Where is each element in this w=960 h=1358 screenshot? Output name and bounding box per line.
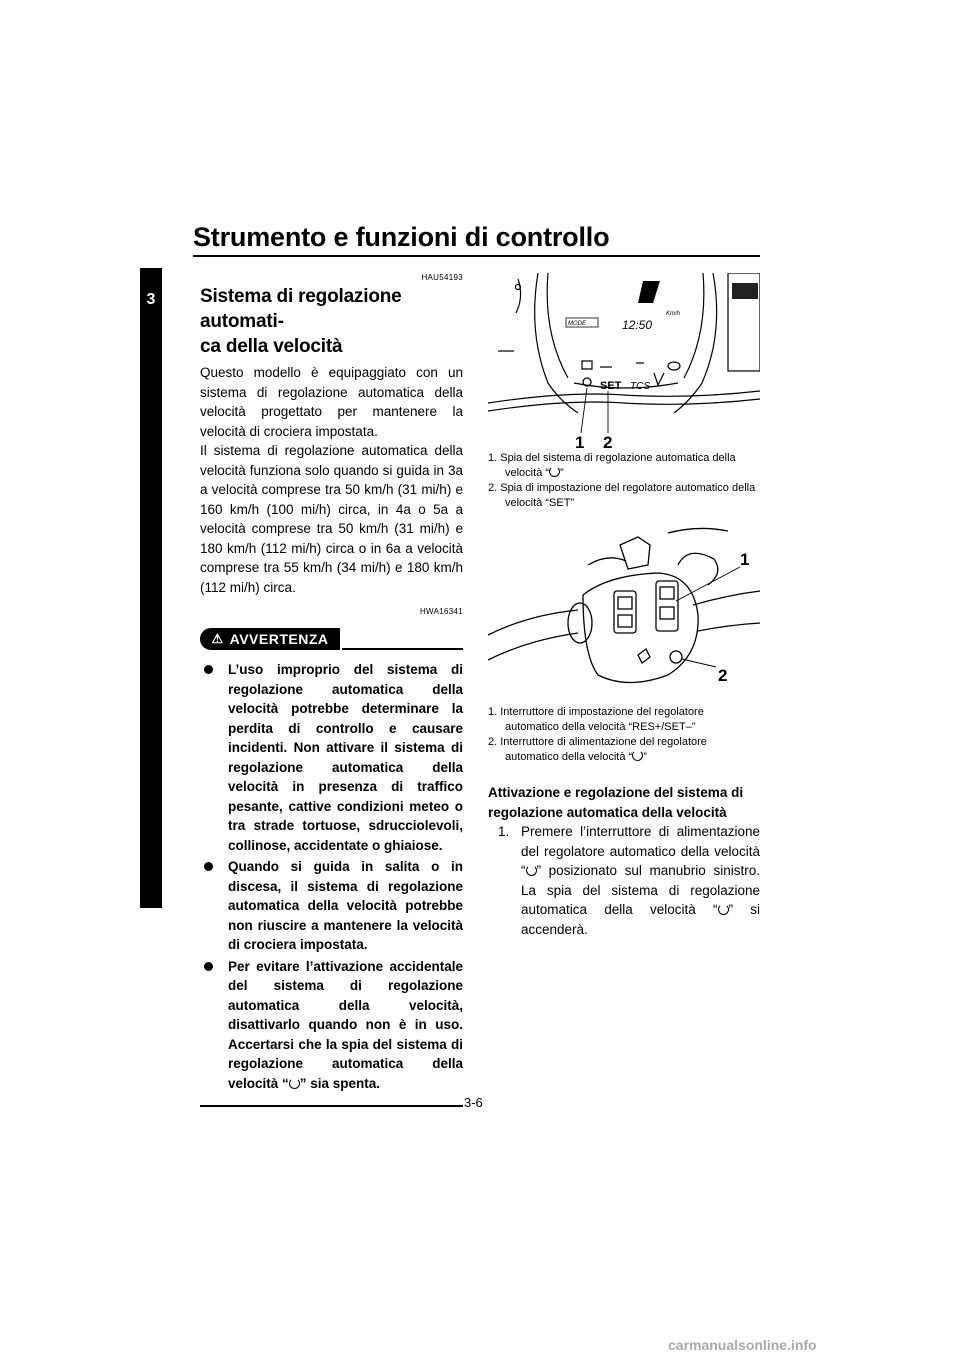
cruise-control-icon <box>289 1078 300 1089</box>
section-title-line2: ca della velocità <box>200 336 343 357</box>
display-tcs: TCS <box>630 381 650 392</box>
warning-header <box>200 628 463 650</box>
bullet-icon <box>204 665 213 674</box>
warning-item-text-end: ” sia spenta. <box>299 1075 381 1091</box>
callout-2: 2 <box>603 433 613 451</box>
instrument-display-figure <box>488 273 760 451</box>
left-column <box>200 273 463 1107</box>
display-kmh: Km/h <box>666 311 681 317</box>
page-number: 3-6 <box>464 1095 483 1110</box>
handlebar-switch-illustration <box>488 525 760 705</box>
chapter-tab <box>140 268 162 908</box>
bullet-icon <box>204 862 213 871</box>
watermark: carmanualsonline.info <box>668 1337 817 1353</box>
warning-item <box>200 660 463 855</box>
caption-item: 1. Interruttore di impostazione del regolatore automatico della velocità “RES+/SET–” <box>488 706 704 733</box>
section-code: HAU54193 <box>421 273 463 282</box>
caption-text: 2. Interruttore di alimentazione del regolatore automatico della velocità “ <box>488 736 707 763</box>
warning-item <box>200 957 463 1094</box>
step-number: 1. <box>498 824 510 839</box>
caption-text-end: ” <box>643 751 647 763</box>
section-title <box>200 284 463 359</box>
section-title-line1: Sistema di regolazione automati- <box>200 286 402 332</box>
warning-bottom-rule <box>200 1105 463 1107</box>
right-column <box>488 273 760 939</box>
step-text-end: ” si accenderà. <box>521 902 760 937</box>
warning-label <box>200 628 340 650</box>
speed-range-paragraph: Il sistema di regolazione automatica della velocità funziona solo quando si guida in 3a a velocità comprese tra 50 km/h (31 mi/h) e 160 km/h (100 mi/h) circa, in 4a o 5a a velocità comprese tra 50 km/h (31 mi/h) e 180 km/h (112 mi/h) circa o in 6a a velocità comprese tra 55 km/h (34 mi/h) e 180 km/h (112 mi/h) circa. <box>200 443 463 595</box>
step-text: Premere l’interruttore di alimentazione del regolatore automatico della velocità “ <box>521 824 760 878</box>
display-clock: 12:50 <box>622 318 653 332</box>
step-text-mid: ” posizionato sul manubrio sinistro. La spia del sistema di regolazione automatica della velocità “ <box>521 863 760 917</box>
figure1-caption <box>488 451 760 511</box>
handlebar-switch-figure <box>488 525 760 705</box>
callout-2: 2 <box>718 666 728 685</box>
cruise-control-icon <box>549 466 560 477</box>
warning-header-line <box>342 648 463 650</box>
bullet-icon <box>204 962 213 971</box>
page-title: Strumento e funzioni di controllo <box>193 222 610 252</box>
warning-list <box>200 660 463 1093</box>
display-set: SET <box>600 380 622 392</box>
caption-text: 1. Spia del sistema di regolazione automatica della velocità “ <box>488 452 736 479</box>
caption-item: 2. Spia di impostazione del regolatore automatico della velocità “SET” <box>488 482 756 509</box>
cruise-control-icon <box>632 750 643 761</box>
intro-paragraph: Questo modello è equipaggiato con un sistema di regolazione automatica della velocità progettato per mantenere la velocità di crociera impostata. <box>200 365 463 439</box>
cruise-control-icon <box>526 865 537 876</box>
warning-label-text: AVVERTENZA <box>229 631 329 647</box>
procedure-title: Attivazione e regolazione del sistema di regolazione automatica della velocità <box>488 785 744 820</box>
instrument-display-illustration <box>488 273 760 451</box>
cruise-control-icon <box>718 904 729 915</box>
warning-item-text: L’uso improprio del sistema di regolazione automatica della velocità potrebbe determinare la perdita di controllo e causare incidenti. Non attivare il sistema di regolazione automatica della velocità in presenza di traffico pesante, cattive condizioni meteo o tra strade tortuose, sdrucciolevoli, collinose, accidentate o ghiaiose. <box>228 662 463 853</box>
warning-item <box>200 857 463 955</box>
caption-text-end: ” <box>560 467 564 479</box>
caption-item <box>488 735 760 765</box>
callout-1: 1 <box>740 550 750 569</box>
title-rule <box>193 255 760 257</box>
warning-item-text: Per evitare l’attivazione accidentale del sistema di regolazione automatica della velocità, disattivarlo quando non è in uso. Accertarsi che la spia del sistema di regolazione automatica della velocità “ <box>228 958 463 1091</box>
display-mode: MODE <box>568 321 586 327</box>
procedure-step <box>488 822 760 939</box>
warning-code: HWA16341 <box>419 607 463 616</box>
callout-1: 1 <box>575 433 585 451</box>
warning-item-text: Quando si guida in salita o in discesa, il sistema di regolazione automatica della velocità potrebbe non riuscire a mantenere la velocità di crociera impostata. <box>228 859 463 952</box>
warning-triangle-icon: ⚠ <box>211 631 224 646</box>
figure2-caption <box>488 705 760 765</box>
chapter-number: 3 <box>146 291 156 308</box>
caption-item <box>488 451 760 481</box>
